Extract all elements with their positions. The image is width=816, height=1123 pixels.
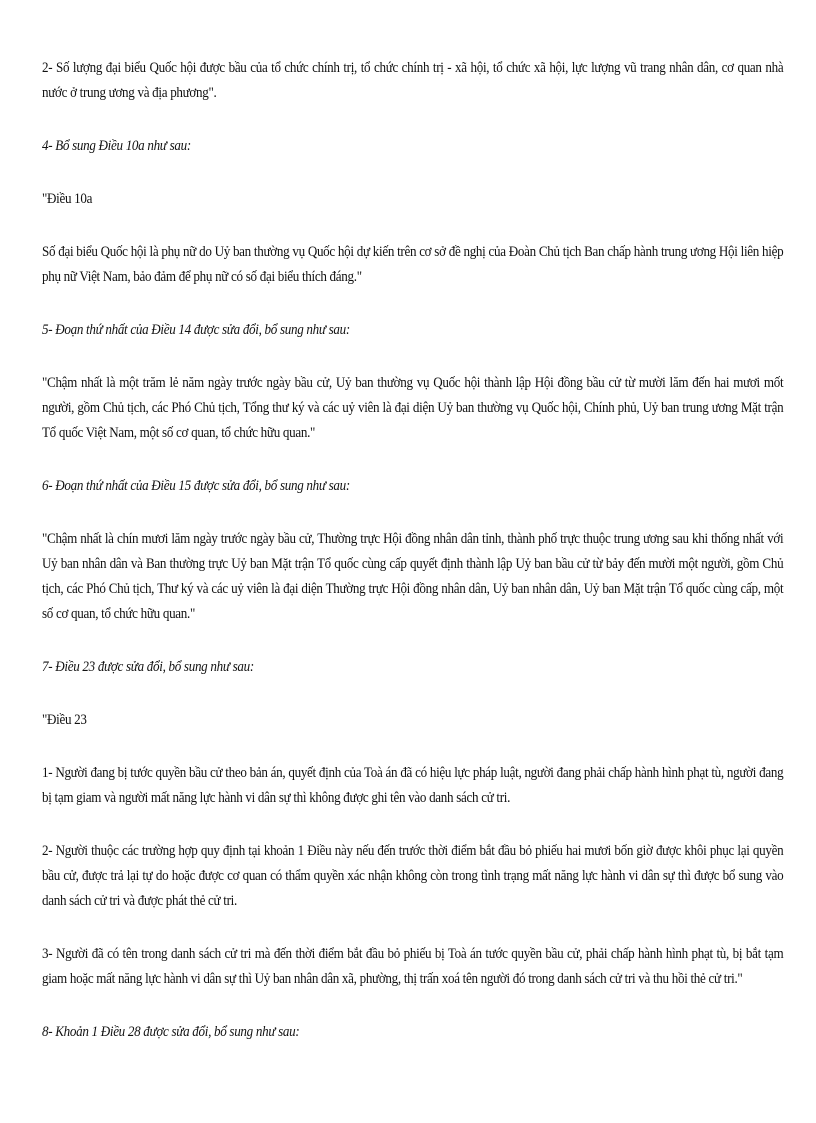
article-title-10a: "Điều 10a	[42, 190, 93, 207]
heading-amend-6: 6- Đoạn thứ nhất của Điều 15 được sửa đổi, bổ sung như sau:	[42, 477, 350, 494]
heading-amend-5: 5- Đoạn thứ nhất của Điều 14 được sửa đổi, bổ sung như sau:	[42, 321, 350, 338]
paragraph-article-15: "Chậm nhất là chín mươi lăm ngày trước ngày bầu cử, Thường trực Hội đồng nhân dân tỉnh, thành phố trực thuộc trung ương sau khi thống nhất với Uỷ ban nhân dân và Ban thường trực Uỷ ban Mặt trận Tổ quốc cùng cấp quyết định thành lập Uỷ ban bầu cử từ bảy đến mười một người, gồm Chủ tịch, các Phó Chủ tịch, Thư ký và các uỷ viên là đại diện Thường trực Hội đồng nhân dân, Uỷ ban nhân dân, Uỷ ban Mặt trận Tổ quốc cùng cấp, một số cơ quan, tổ chức hữu quan."	[42, 530, 784, 622]
paragraph-article-23-clause-1: 1- Người đang bị tước quyền bầu cử theo bản án, quyết định của Toà án đã có hiệu lực pháp luật, người đang phải chấp hành hình phạt tù, người đang bị tạm giam và người mất năng lực hành vi dân sự thì không được ghi tên vào danh sách cử tri.	[42, 764, 784, 806]
article-title-23: "Điều 23	[42, 711, 87, 728]
heading-amend-8: 8- Khoản 1 Điều 28 được sửa đổi, bổ sung như sau:	[42, 1023, 300, 1040]
paragraph-article-14: "Chậm nhất là một trăm lẻ năm ngày trước ngày bầu cử, Uỷ ban thường vụ Quốc hội thành lập Hội đồng bầu cử từ mười lăm đến hai mươi mốt người, gồm Chủ tịch, các Phó Chủ tịch, Tổng thư ký và các uỷ viên là đại diện Uỷ ban thường vụ Quốc hội, Chính phủ, Uỷ ban trung ương Mặt trận Tổ quốc Việt Nam, một số cơ quan, tổ chức hữu quan."	[42, 374, 784, 441]
paragraph-article-23-clause-2: 2- Người thuộc các trường hợp quy định tại khoản 1 Điều này nếu đến trước thời điểm bắt đầu bỏ phiếu hai mươi bốn giờ được khôi phục lại quyền bầu cử, được trả lại tự do hoặc được cơ quan có thẩm quyền xác nhận không còn trong tình trạng mất năng lực hành vi dân sự thì được bổ sung vào danh sách cử tri và được phát thẻ cử tri.	[42, 842, 784, 909]
paragraph-clause-2-quantity: 2- Số lượng đại biểu Quốc hội được bầu của tổ chức chính trị, tổ chức chính trị - xã hội, tổ chức xã hội, lực lượng vũ trang nhân dân, cơ quan nhà nước ở trung ương và địa phương".	[42, 59, 784, 101]
heading-amend-7: 7- Điều 23 được sửa đổi, bổ sung như sau:	[42, 658, 254, 675]
paragraph-article-23-clause-3: 3- Người đã có tên trong danh sách cử tri mà đến thời điểm bắt đầu bỏ phiếu bị Toà án tước quyền bầu cử, phải chấp hành hình phạt tù, bị bắt tạm giam hoặc mất năng lực hành vi dân sự thì Uỷ ban nhân dân xã, phường, thị trấn xoá tên người đó trong danh sách cử tri và thu hồi thẻ cử tri."	[42, 945, 784, 987]
heading-amend-4: 4- Bổ sung Điều 10a như sau:	[42, 137, 191, 154]
paragraph-article-10a: Số đại biểu Quốc hội là phụ nữ do Uỷ ban thường vụ Quốc hội dự kiến trên cơ sở đề nghị của Đoàn Chủ tịch Ban chấp hành trung ương Hội liên hiệp phụ nữ Việt Nam, bảo đảm để phụ nữ có số đại biểu thích đáng."	[42, 243, 784, 285]
